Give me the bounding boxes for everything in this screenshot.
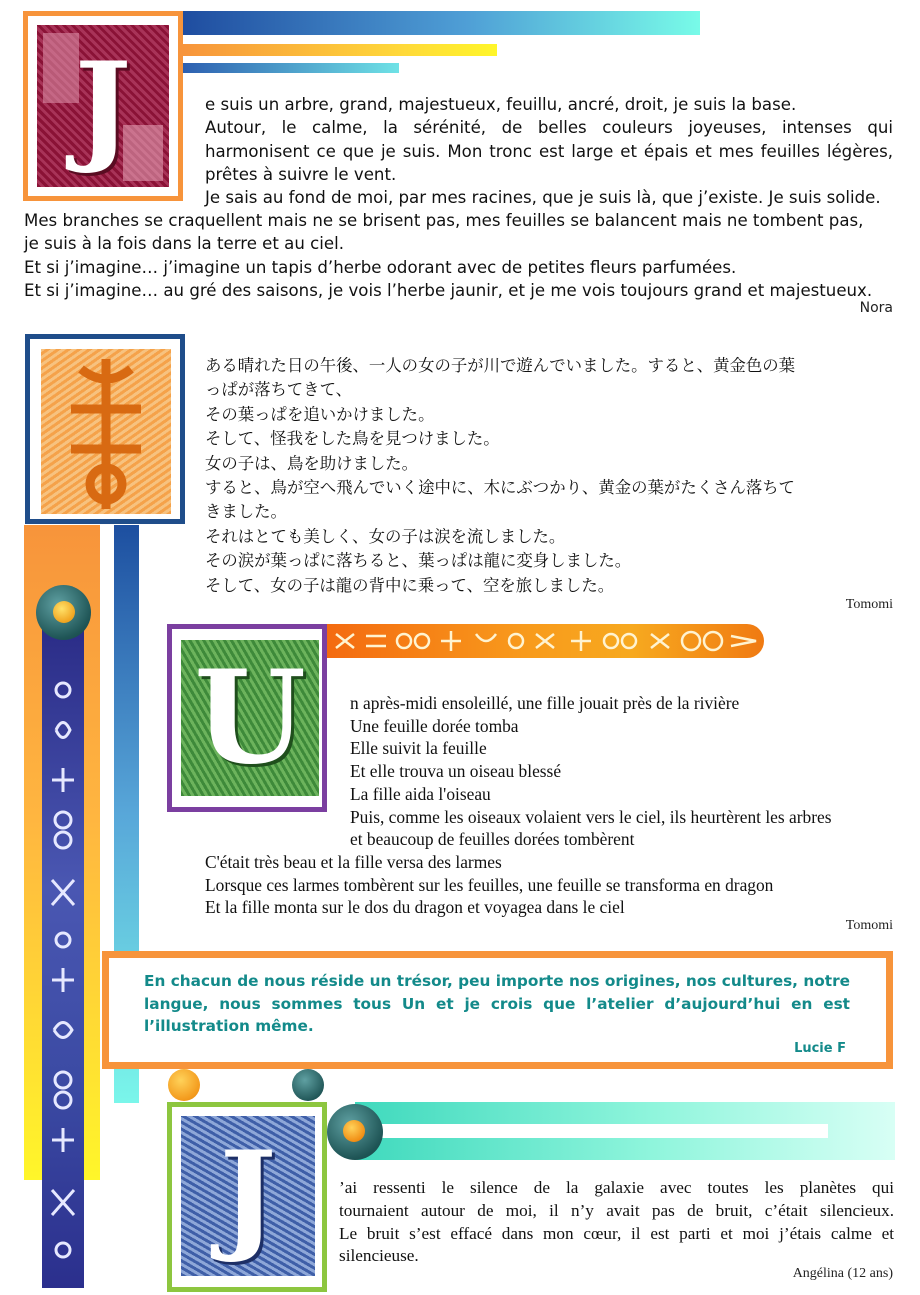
section1-paragraph [205,93,893,209]
section4-paragraph [339,1177,894,1268]
section3-author: Tomomi [845,918,893,933]
section4-author: Angélina (12 ans) [792,1266,893,1281]
section1-line: prêtes à suivre le vent. [205,164,397,184]
section1-line: Mes branches se craquellent mais ne se brisent pas, mes feuilles se balancent mais ne tombent pas, [24,211,864,230]
section2-line: その葉っぱを追いかけました。 [205,404,435,424]
section1-line: Et si j’imagine… j’imagine un tapis d’herbe odorant avec de petites fleurs parfumées. [24,257,737,277]
section3-line: Et elle trouva un oiseau blessé [350,761,562,782]
section1-author: Nora [859,300,893,316]
section3-line: et beaucoup de feuilles dorées tombèrent [350,829,635,850]
section3-line: n après-midi ensoleillé, une fille jouait près de la rivière [350,693,740,713]
section2-drop-cap-tile [41,349,171,514]
ornament-glyphs-icon [42,620,84,1288]
sphere-decoration-teal [292,1069,324,1101]
quote-author: Lucie F [794,1041,846,1056]
quote-line: langue, nous sommes tous Un et je crois que l’atelier d’aujourd’hui en est [144,994,850,1013]
sphere-decoration-orange [168,1069,200,1101]
section1-line: Et si j’imagine… au gré des saisons, je vois l’herbe jaunir, et je me vois toujours grand et majestueux. [24,280,873,300]
section4-line: tournaient autour de moi, il n’y avait pas de bruit, c’était silencieux. [339,1200,894,1220]
section1-line: harmonisent ce que je suis. Mon tronc est large et épais et mes feuilles légères, [205,141,893,161]
sphere-decoration-2-core [343,1120,365,1142]
section2-paragraph [205,354,895,598]
section2-glyph-icon [41,349,171,514]
header-gradient-bar-3 [183,63,399,73]
section3-line: Lorsque ces larmes tombèrent sur les feuilles, une feuille se transforma en dragon [205,874,774,895]
section2-line: そして、女の子は龍の背中に乗って、空を旅しました。 [205,575,615,595]
section4-line: silencieuse. [339,1246,419,1266]
ornament-banner [326,624,764,658]
section4-drop-cap-tile [181,1116,315,1276]
section1-drop-cap-frame [23,11,183,201]
ornament-strip [42,620,84,1288]
section3-line: Une feuille dorée tomba [350,715,519,736]
section2-line: きました。 [205,502,287,522]
section2-line: ある晴れた日の午後、一人の女の子が川で遊んでいました。すると、黄金色の葉 [205,356,796,375]
section1-line: e suis un arbre, grand, majestueux, feuillu, ancré, droit, je suis la base. [205,95,797,114]
section4-drop-letter: J [219,1125,277,1266]
section3-drop-letter: U [194,643,306,793]
section1-paragraph-wide [24,209,894,302]
quote-line: l’illustration même. [144,1017,314,1035]
section3-line: Elle suivit la feuille [350,738,487,759]
quote-line: En chacun de nous réside un trésor, peu importe nos origines, nos cultures, notre [144,972,850,990]
section1-line: Je sais au fond de moi, par mes racines, que je suis là, que j’existe. Je suis solide. [205,188,881,208]
section3-drop-cap-tile [181,640,319,796]
section1-line: je suis à la fois dans la terre et au ciel. [24,234,344,254]
section2-author: Tomomi [845,597,893,612]
section2-line: すると、鳥が空へ飛んでいく途中に、木にぶつかり、黄金の葉がたくさん落ちて [205,478,795,498]
section4-drop-cap-frame [167,1102,327,1292]
section2-line: 女の子は、鳥を助けました。 [205,453,419,473]
header-gradient-bar-1 [183,11,700,35]
section4-line: ’ai ressenti le silence de la galaxie avec toutes les planètes qui [339,1178,894,1197]
section4-white-stripe [380,1124,828,1138]
header-gradient-bar-2 [183,44,497,56]
section2-line: っぱが落ちてきて、 [205,380,353,400]
section3-drop-cap-frame [167,624,327,812]
banner-glyphs-icon [326,624,764,658]
section3-line: C'était très beau et la fille versa des larmes [205,852,502,872]
section3-line: Puis, comme les oiseaux volaient vers le ciel, ils heurtèrent les arbres [350,806,832,827]
sphere-decoration-1-core [53,601,75,623]
section2-line: そして、怪我をした鳥を見つけました。 [205,429,500,449]
section2-line: それはとても美しく、女の子は涙を流しました。 [205,526,566,546]
quote-box [102,951,893,1069]
section3-line: Et la fille monta sur le dos du dragon et voyagea dans le ciel [205,897,625,918]
section3-line: La fille aida l'oiseau [350,783,491,804]
section4-line: Le bruit s’est effacé dans mon cœur, il est parti et moi j’étais calme et [339,1223,894,1243]
section3-paragraph [350,692,895,851]
section2-line: その涙が葉っぱに落ちると、葉っぱは龍に変身しました。 [205,551,632,571]
section1-drop-cap-tile [37,25,169,187]
section1-drop-letter: J [74,36,132,177]
section3-paragraph-wide [205,851,895,919]
quote-text [144,970,850,1038]
section2-drop-cap-frame [25,334,185,524]
section1-line: Autour, le calme, la sérénité, de belles couleurs joyeuses, intenses qui [205,118,893,138]
